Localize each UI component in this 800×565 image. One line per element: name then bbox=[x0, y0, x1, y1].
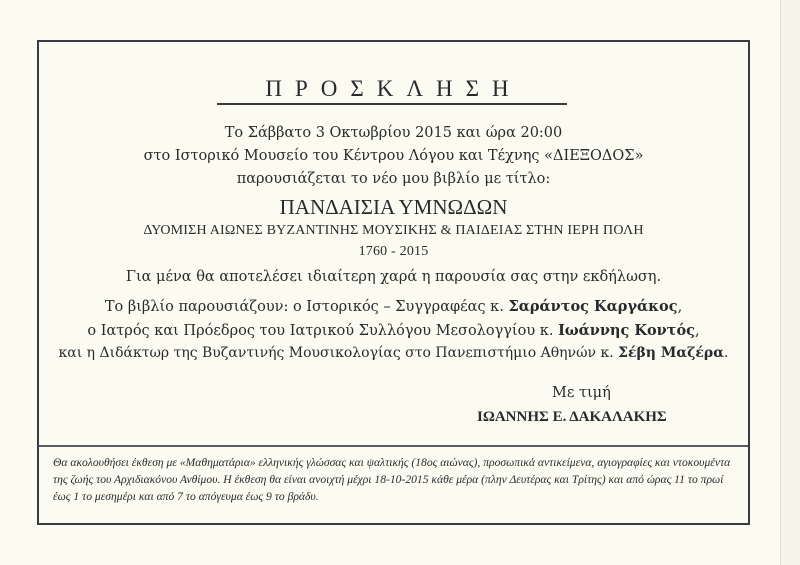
presenter-name: Σέβη Μαζέρα bbox=[618, 345, 725, 361]
punct: , bbox=[677, 299, 683, 315]
punct: , bbox=[694, 323, 700, 339]
event-date: Το Σάββατο 3 Οκτωβρίου 2015 και ώρα 20:00 bbox=[224, 125, 563, 141]
presenter-name: Σαράντος Καργάκος bbox=[508, 298, 678, 315]
event-venue: στο Ιστορικό Μουσείο του Κέντρου Λόγου και Τέχνης «ΔΙΕΞΟΔΟΣ» bbox=[143, 148, 644, 164]
presenter-text: Το βιβλίο παρουσιάζουν: ο Ιστορικός – Συγγραφέας κ. bbox=[104, 299, 509, 315]
page-edge bbox=[780, 0, 800, 565]
title-underline bbox=[217, 103, 567, 105]
invitation-frame bbox=[37, 40, 750, 525]
signature: ΙΩΑΝΝΗΣ Ε. ΔΑΚΑΛΑΚΗΣ bbox=[477, 409, 667, 425]
closing: Με τιμή bbox=[552, 385, 611, 401]
presenter-3 bbox=[39, 345, 748, 361]
book-years: 1760 - 2015 bbox=[358, 244, 429, 259]
presenter-2 bbox=[39, 322, 748, 339]
divider bbox=[39, 445, 748, 447]
presenter-text: ο Ιατρός και Πρόεδρος του Ιατρικού Συλλόγου Μεσολογγίου κ. bbox=[87, 323, 559, 339]
joy-line: Για μένα θα αποτελέσει ιδιαίτερη χαρά η παρουσία σας στην εκδήλωση. bbox=[125, 269, 662, 285]
exhibition-note: Θα ακολουθήσει έκθεση με «Μαθηματάρια» ελληνικής γλώσσας και ψαλτικής (18ος αιώνας), προσωπικά αντικείμενα, αγιογραφίες και ντοκουμέντα της ζωής του Αρχιδιακόνου Ανθίμου. Η έκθεση θα είναι ανοιχτή μέχρι 18-10-2015 κάθε μέρα (πλην Δευτέρας και Τρίτης) και από ώρας 11 το πρωί έως 1 το μεσημέρι και από 7 το απόγευμα έως 9 το βράδυ. bbox=[53, 456, 731, 503]
punct: . bbox=[724, 345, 729, 361]
book-subtitle: ΔΥΟΜΙΣΗ ΑΙΩΝΕΣ ΒΥΖΑΝΤΙΝΗΣ ΜΟΥΣΙΚΗΣ & ΠΑΙΔΕΙΑΣ ΣΤΗΝ ΙΕΡΗ ΠΟΛΗ bbox=[143, 223, 644, 238]
presenter-name: Ιωάννης Κοντός bbox=[558, 322, 695, 339]
title: ΠΡΟΣΚΛΗΣΗ bbox=[265, 76, 522, 101]
presenter-text: και η Διδάκτωρ της Βυζαντινής Μουσικολογίας στο Πανεπιστήμιο Αθηνών κ. bbox=[58, 345, 619, 361]
event-intro: παρουσιάζεται το νέο μου βιβλίο με τίτλο: bbox=[236, 171, 551, 187]
book-title: ΠΑΝΔΑΙΣΙΑ ΥΜΝΩΔΩΝ bbox=[279, 195, 508, 219]
presenter-1 bbox=[39, 298, 748, 315]
